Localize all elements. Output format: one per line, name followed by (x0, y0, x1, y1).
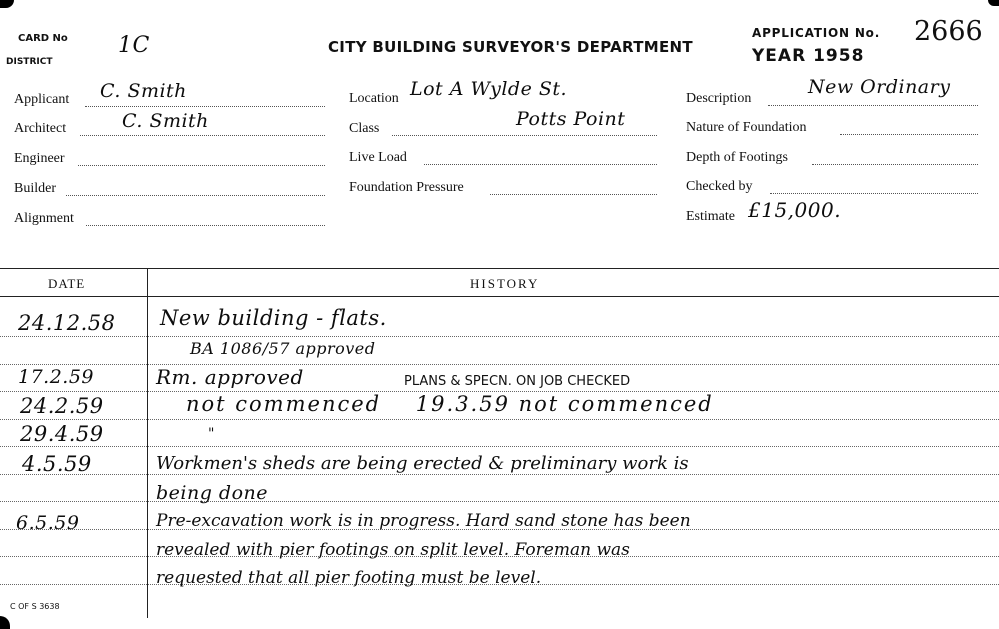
history-date: 17.2.59 (18, 366, 95, 388)
history-header: HISTORY (470, 276, 540, 291)
history-text: revealed with pier footings on split level. Foreman was (156, 540, 630, 560)
department-title: CITY BUILDING SURVEYOR'S DEPARTMENT (328, 38, 693, 56)
applicant-label: Applicant (14, 92, 70, 107)
corner-mark (988, 0, 999, 6)
form-code: C OF S 3638 (10, 602, 60, 611)
engineer-label: Engineer (14, 151, 65, 166)
history-date: 6.5.59 (16, 512, 80, 534)
nature-of-foundation-label: Nature of Foundation (686, 120, 807, 135)
history-date: 24.2.59 (20, 394, 104, 418)
history-date: 29.4.59 (20, 422, 104, 446)
district-label: DISTRICT (6, 57, 53, 67)
history-header-rule (0, 296, 999, 297)
history-date: 24.12.58 (18, 311, 116, 335)
corner-mark (0, 616, 10, 629)
class-label: Class (349, 121, 380, 136)
foundation-pressure-label: Foundation Pressure (349, 180, 464, 195)
live-load-label: Live Load (349, 150, 407, 165)
history-text: BA 1086/57 approved (190, 339, 376, 358)
year-label: YEAR 1958 (752, 46, 865, 66)
depth-of-footings-label: Depth of Footings (686, 150, 788, 165)
description-value: New Ordinary (808, 76, 951, 98)
location-label: Location (349, 91, 399, 106)
estimate-value: £15,000. (748, 198, 842, 222)
card-no-label: CARD No (18, 33, 68, 44)
history-text: " (208, 426, 215, 442)
history-text: being done (156, 482, 269, 504)
history-date: 4.5.59 (22, 452, 92, 476)
history-top-rule (0, 268, 999, 269)
history-text: Rm. approved (156, 365, 304, 389)
date-column-divider (147, 268, 148, 618)
application-number: 2666 (914, 16, 983, 47)
card-no-value: 1C (118, 33, 150, 58)
class-value: Potts Point (516, 108, 626, 130)
application-label: APPLICATION No. (752, 26, 881, 40)
estimate-label: Estimate (686, 209, 735, 224)
plans-checked-stamp: PLANS & SPECN. ON JOB CHECKED (404, 374, 631, 389)
alignment-label: Alignment (14, 211, 74, 226)
history-text: Pre-excavation work is in progress. Hard sand stone has been (156, 511, 691, 531)
history-text: requested that all pier footing must be level. (156, 568, 542, 588)
builder-label: Builder (14, 181, 56, 196)
history-text: not commenced 19.3.59 not commenced (186, 392, 714, 416)
date-header: DATE (48, 276, 86, 291)
architect-label: Architect (14, 121, 67, 136)
history-text: Workmen's sheds are being erected & preliminary work is (156, 453, 689, 474)
location-value: Lot A Wylde St. (410, 78, 568, 100)
architect-value: C. Smith (122, 110, 209, 132)
corner-mark (0, 0, 14, 8)
applicant-value: C. Smith (100, 80, 187, 102)
history-text: New building - flats. (160, 306, 387, 330)
description-label: Description (686, 91, 752, 106)
checked-by-label: Checked by (686, 179, 753, 194)
